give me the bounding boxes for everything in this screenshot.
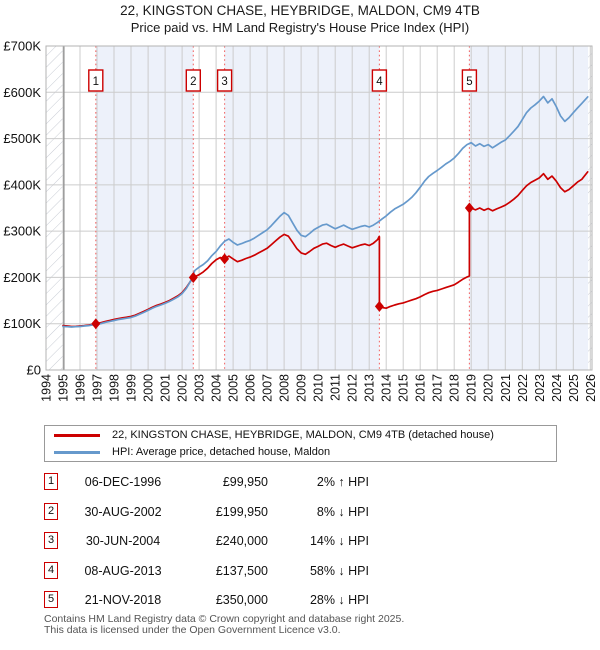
svg-text:3: 3 <box>221 76 228 88</box>
svg-text:£500K: £500K <box>3 131 41 147</box>
svg-text:2000: 2000 <box>141 374 156 402</box>
svg-text:2020: 2020 <box>481 374 496 402</box>
sale-number-badge: 1 <box>44 473 58 490</box>
svg-text:2001: 2001 <box>158 374 173 402</box>
svg-text:2012: 2012 <box>345 374 360 402</box>
page-title: 22, KINGSTON CHASE, HEYBRIDGE, MALDON, CM9 4TB <box>120 3 480 18</box>
svg-text:2016: 2016 <box>413 374 428 402</box>
sale-price: £199,950 <box>215 505 268 519</box>
svg-text:2003: 2003 <box>192 374 207 402</box>
svg-text:2026: 2026 <box>583 374 598 402</box>
svg-text:1996: 1996 <box>73 374 88 402</box>
sale-vs-hpi: 58% ↓ HPI <box>309 564 369 578</box>
sale-date: 08-AUG-2013 <box>84 564 162 578</box>
svg-text:2005: 2005 <box>226 374 241 402</box>
svg-text:2024: 2024 <box>549 374 564 402</box>
table-row <box>44 532 384 550</box>
svg-text:£700K: £700K <box>3 38 41 54</box>
svg-text:£400K: £400K <box>3 177 41 193</box>
svg-text:2009: 2009 <box>294 374 309 402</box>
svg-text:£200K: £200K <box>3 269 41 285</box>
table-row <box>44 591 384 609</box>
svg-text:2004: 2004 <box>209 374 224 402</box>
svg-text:1: 1 <box>92 76 100 88</box>
sale-vs-hpi: 2% ↑ HPI <box>316 475 369 489</box>
svg-text:2014: 2014 <box>379 374 394 402</box>
svg-text:2023: 2023 <box>532 374 547 402</box>
price-line-swatch-icon <box>54 434 100 437</box>
svg-text:2011: 2011 <box>328 374 343 401</box>
sale-vs-hpi: 14% ↓ HPI <box>309 534 369 548</box>
page-subtitle: Price paid vs. HM Land Registry's House Price Index (HPI) <box>130 20 470 35</box>
svg-text:1994: 1994 <box>39 374 54 402</box>
sale-price: £99,950 <box>222 475 268 489</box>
legend <box>44 425 557 462</box>
sale-number-badge: 4 <box>44 562 58 579</box>
svg-text:1995: 1995 <box>56 374 71 402</box>
sale-number-badge: 3 <box>44 532 58 549</box>
svg-text:2025: 2025 <box>566 374 581 402</box>
svg-text:2: 2 <box>190 76 197 88</box>
table-row <box>44 562 384 580</box>
sale-number-badge: 5 <box>44 591 58 608</box>
svg-text:£0: £0 <box>26 362 41 378</box>
sale-price: £350,000 <box>215 593 268 607</box>
svg-text:2002: 2002 <box>175 374 190 402</box>
svg-text:2018: 2018 <box>447 374 462 402</box>
svg-text:2007: 2007 <box>260 374 275 402</box>
svg-text:£100K: £100K <box>3 316 41 332</box>
svg-text:2006: 2006 <box>243 374 258 402</box>
legend-label: 22, KINGSTON CHASE, HEYBRIDGE, MALDON, CM9 4TB (detached house) <box>112 429 494 441</box>
license-footer <box>44 614 404 636</box>
legend-item-hpi <box>45 444 556 461</box>
table-row <box>44 473 384 491</box>
svg-text:2022: 2022 <box>515 374 530 402</box>
svg-text:2019: 2019 <box>464 374 479 402</box>
svg-text:5: 5 <box>466 76 473 88</box>
svg-text:2017: 2017 <box>430 374 445 402</box>
sale-date: 21-NOV-2018 <box>84 593 162 607</box>
svg-text:£300K: £300K <box>3 223 41 239</box>
sale-date: 06-DEC-1996 <box>84 475 162 489</box>
table-row <box>44 503 384 521</box>
legend-item-price-paid <box>45 427 556 444</box>
sale-price: £240,000 <box>215 534 268 548</box>
sale-price: £137,500 <box>215 564 268 578</box>
footer-line: This data is licensed under the Open Government Licence v3.0. <box>44 624 341 636</box>
svg-text:2015: 2015 <box>396 374 411 402</box>
sale-vs-hpi: 28% ↓ HPI <box>309 593 369 607</box>
hpi-line-swatch-icon <box>54 451 100 454</box>
sale-date: 30-JUN-2004 <box>85 534 161 548</box>
sale-date: 30-AUG-2002 <box>84 505 162 519</box>
svg-text:1997: 1997 <box>90 374 105 402</box>
svg-text:£600K: £600K <box>3 84 41 100</box>
svg-text:2008: 2008 <box>277 374 292 402</box>
legend-label: HPI: Average price, detached house, Maldon <box>112 446 331 458</box>
svg-text:2010: 2010 <box>311 374 326 402</box>
svg-text:2013: 2013 <box>362 374 377 402</box>
svg-text:4: 4 <box>376 76 383 88</box>
svg-text:1998: 1998 <box>107 374 122 402</box>
sale-vs-hpi: 8% ↓ HPI <box>316 505 369 519</box>
svg-text:1999: 1999 <box>124 374 139 402</box>
footer-line: Contains HM Land Registry data © Crown copyright and database right 2025. <box>44 613 405 625</box>
sale-number-badge: 2 <box>44 503 58 520</box>
svg-text:2021: 2021 <box>498 374 513 402</box>
